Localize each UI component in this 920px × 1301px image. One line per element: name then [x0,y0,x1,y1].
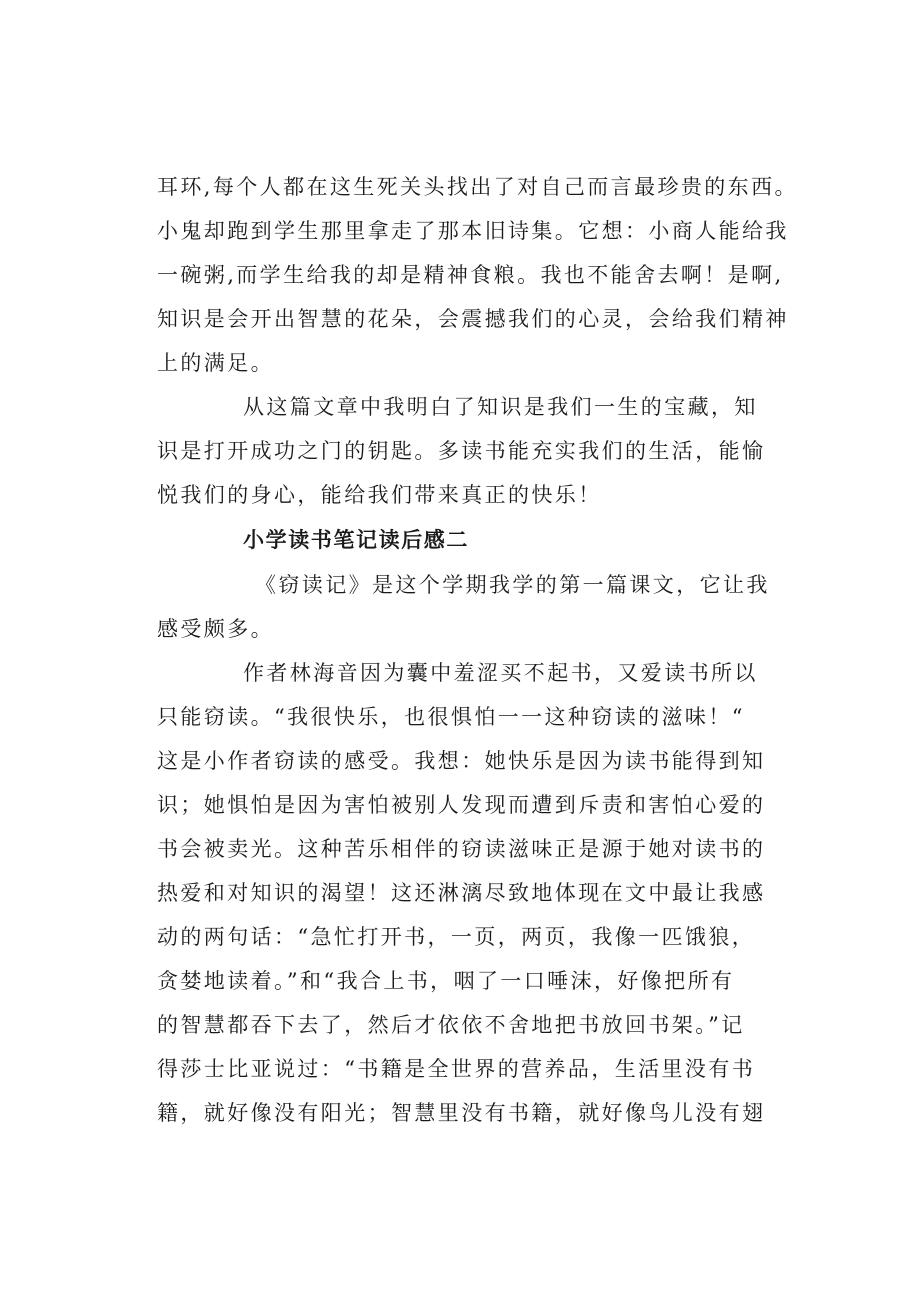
text-line: 的智慧都吞下去了，然后才依依不舍地把书放回书架。”记 [157,1013,745,1037]
text-line: 小鬼却跑到学生那里拿走了那本旧诗集。它想：小商人能给我 [157,219,789,243]
text-line: 上的满足。 [157,351,274,375]
text-line: 一碗粥,而学生给我的却是精神食粮。我也不能舍去啊！是啊, [157,263,784,287]
text-line: 书会被卖光。这种苦乐相伴的窃读滋味正是源于她对读书的 [157,837,766,861]
text-line: 识是打开成功之门的钥匙。多读书能充实我们的生活，能愉 [157,439,766,463]
text-line: 贪婪地读着。”和“我合上书，咽了一口唾沫，好像把所有 [157,969,735,993]
section-heading: 小学读书笔记读后感二 [243,528,469,552]
text-line: 悦我们的身心，能给我们带来真正的快乐！ [157,483,602,507]
text-line: 得莎士比亚说过：“书籍是全世界的营养品，生活里没有书 [157,1057,756,1081]
text-line: 动的两句话：“急忙打开书，一页，两页，我像一匹饿狼， [157,925,756,949]
text-line: 只能窃读。“我很快乐，也很惧怕一一这种窃读的滋味！“ [157,705,745,729]
paragraph-start: 《窃读记》是这个学期我学的第一篇课文，它让我 [255,573,770,597]
text-line: 感受颇多。 [157,617,274,641]
text-line: 耳环,每个人都在这生死关头找出了对自己而言最珍贵的东西。 [157,175,798,199]
text-line: 知识是会开出智慧的花朵，会震撼我们的心灵，会给我们精神 [157,307,789,331]
text-line: 热爱和对知识的渴望！这还淋漓尽致地体现在文中最让我感 [157,881,766,905]
text-line: 这是小作者窃读的感受。我想：她快乐是因为读书能得到知 [157,749,766,773]
paragraph-start: 作者林海音因为囊中羞涩买不起书，又爱读书所以 [243,661,758,685]
text-line: 识；她惧怕是因为害怕被别人发现而遭到斥责和害怕心爱的 [157,793,766,817]
text-line: 籍，就好像没有阳光；智慧里没有书籍，就好像鸟儿没有翅 [157,1101,766,1125]
paragraph-start: 从这篇文章中我明白了知识是我们一生的宝藏，知 [243,395,758,419]
